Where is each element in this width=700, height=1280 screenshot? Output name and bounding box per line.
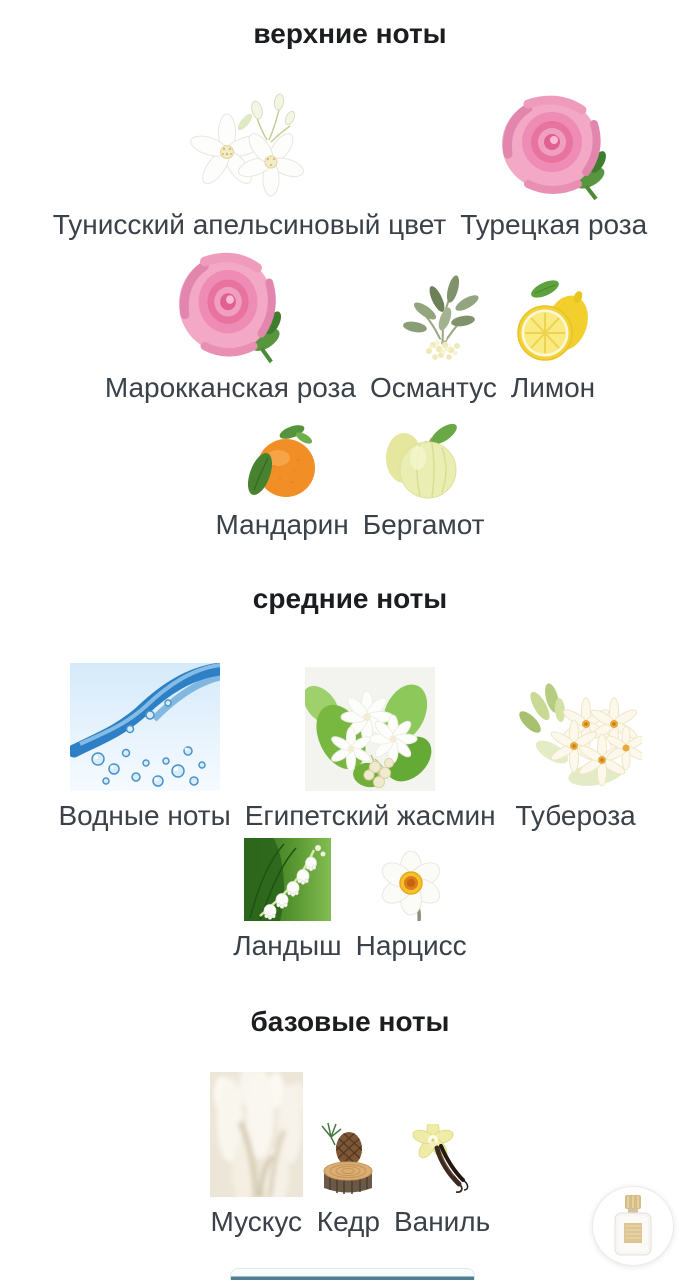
tuberose-image [510,680,642,791]
note-item-mandarin [216,420,349,541]
note-item-osmanthus [370,273,497,404]
note-item-egyptian-jasmine [245,667,496,832]
note-label: Ландыш [233,930,342,961]
note-item-turkish-rose [460,94,647,241]
section-heading-base-notes: базовые ноты [250,1006,450,1037]
bergamot-image [380,422,468,500]
section-heading-top-notes: верхние ноты [253,18,447,49]
note-item-water-notes [58,663,230,832]
perfume-bottle-button[interactable] [592,1186,674,1266]
note-item-cedar [317,1119,380,1238]
lily-of-the-valley-image [244,838,331,921]
note-label: Египетский жасмин [244,800,496,831]
musk-image [210,1072,303,1197]
notes-row [0,88,700,241]
narcissus-image [374,851,448,921]
note-item-moroccan-rose [105,251,356,404]
orange-blossom-image [187,88,311,200]
section-heading-middle-notes: средние ноты [252,583,448,614]
lemon-image [515,277,591,363]
note-label: Бергамот [362,509,485,540]
bottom-action-button[interactable] [230,1268,475,1280]
pink-rose-image [498,94,610,200]
jasmine-image [305,667,435,791]
note-label: Тубероза [515,800,636,831]
notes-row [0,663,700,832]
perfume-bottle-icon [611,1195,655,1257]
notes-row [0,251,700,404]
note-label: Лимон [510,372,596,403]
notes-row [0,838,700,962]
mandarin-image [246,420,318,500]
note-item-lemon [511,277,595,404]
note-item-vanilla [394,1124,490,1238]
note-label: Турецкая роза [460,209,648,240]
cedar-image [319,1119,377,1197]
notes-row [0,420,700,541]
note-item-bergamot [363,422,485,541]
note-label: Нарцисс [355,930,467,961]
note-label: Тунисский апельсиновый цвет [52,209,447,240]
vanilla-image [411,1124,473,1197]
pink-rose-image [175,251,285,363]
note-item-musk [210,1072,303,1238]
note-label: Ваниль [393,1206,491,1237]
water-notes-image [70,663,220,791]
note-label: Водные ноты [58,800,231,831]
note-label: Мускус [210,1206,303,1237]
note-label: Кедр [316,1206,380,1237]
note-item-tuberose [510,680,642,832]
note-item-lily-of-the-valley [233,838,341,962]
osmanthus-image [383,273,483,363]
note-item-narcissus [356,851,467,962]
note-item-orange-blossom [53,88,446,241]
note-label: Османтус [369,372,497,403]
note-label: Мандарин [215,509,349,540]
note-label: Марокканская роза [104,372,356,403]
